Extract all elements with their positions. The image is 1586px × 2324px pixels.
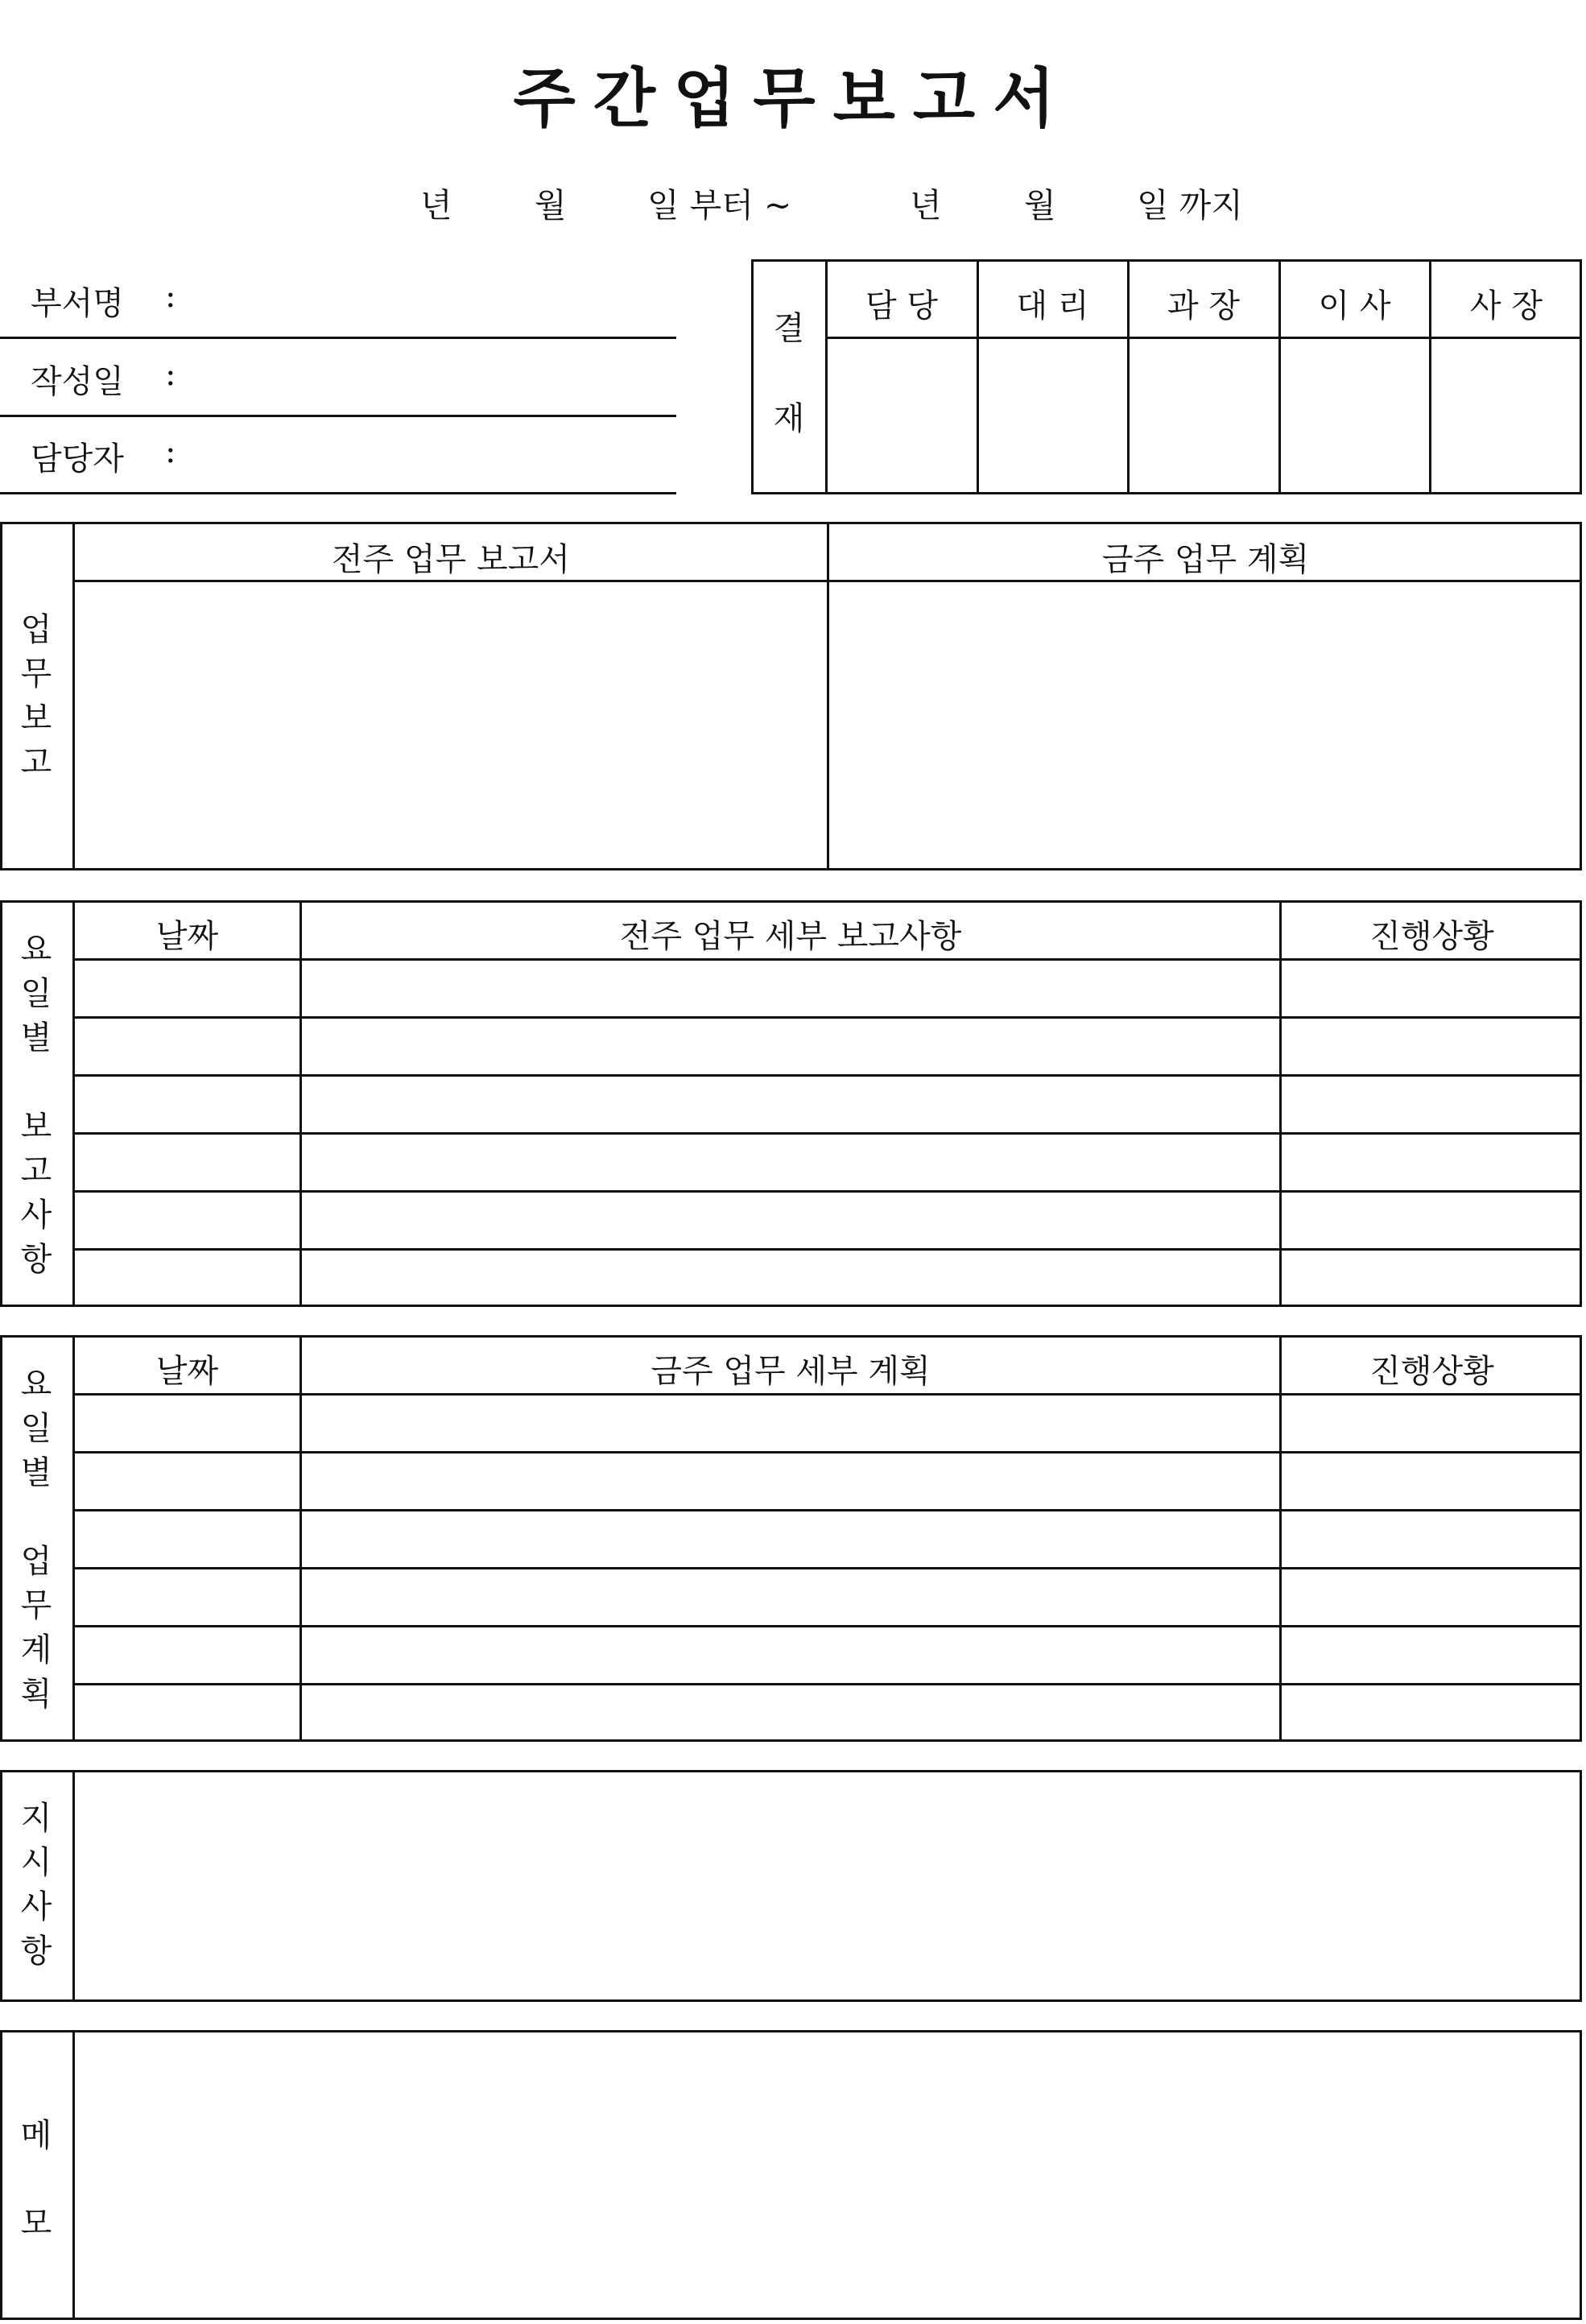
manager-field-line[interactable] — [0, 492, 676, 494]
table-row[interactable] — [75, 1077, 1580, 1132]
memo-side-label: 모 — [20, 2205, 52, 2242]
approval-role-manager: 과 장 — [1167, 287, 1240, 325]
last-week-report-header: 전주 업무 보고서 — [332, 541, 570, 578]
work-report-side-label: 업 — [20, 611, 52, 648]
approval-sign-director[interactable] — [1280, 339, 1429, 493]
info-colon: : — [165, 433, 176, 470]
table-row[interactable] — [75, 1019, 1580, 1074]
detail-plan-column-header: 금주 업무 세부 계획 — [651, 1353, 931, 1390]
approval-role-president: 사 장 — [1470, 287, 1543, 325]
daily-report-side-label: 사 — [20, 1197, 52, 1234]
daily-plan-side-label: 무 — [20, 1587, 52, 1624]
table-row[interactable] — [75, 1569, 1580, 1625]
approval-role-director: 이 사 — [1318, 287, 1391, 325]
table-row[interactable] — [75, 1454, 1580, 1509]
period-to-year: 년 — [910, 186, 942, 225]
instructions-side-label: 사 — [20, 1888, 52, 1925]
instructions-side-label: 시 — [20, 1844, 52, 1881]
period-from-year: 년 — [420, 186, 452, 225]
instructions-content[interactable] — [75, 1772, 1580, 1999]
approval-sign-assistant-manager[interactable] — [978, 339, 1127, 493]
table-row[interactable] — [75, 961, 1580, 1016]
approval-side-label: 결 — [773, 310, 805, 347]
date-column-header: 날짜 — [155, 1353, 219, 1390]
table-row[interactable] — [75, 1627, 1580, 1683]
date-column-header: 날짜 — [155, 918, 219, 955]
work-report-side-label: 무 — [20, 655, 52, 693]
daily-plan-side-label: 일 — [20, 1410, 52, 1447]
daily-report-side-label: 요 — [20, 931, 52, 968]
this-week-plan-content[interactable] — [829, 582, 1580, 869]
period-from-month: 월 — [535, 186, 567, 225]
date-field-line[interactable] — [0, 415, 676, 417]
progress-column-header: 진행상황 — [1369, 918, 1494, 955]
this-week-plan-header: 금주 업무 계획 — [1101, 541, 1310, 578]
period-to-month: 월 — [1024, 186, 1056, 225]
work-report-side-label: 보 — [20, 700, 52, 737]
daily-plan-side-label: 업 — [20, 1543, 52, 1580]
daily-plan-side-label: 요 — [20, 1366, 52, 1403]
info-label-department: 부서명 — [31, 285, 124, 322]
approval-role-staff: 담 당 — [865, 287, 938, 325]
daily-report-side-label: 고 — [20, 1152, 52, 1189]
approval-sign-staff[interactable] — [827, 339, 977, 493]
last-week-report-content[interactable] — [75, 582, 827, 869]
daily-report-side-label: 별 — [20, 1019, 52, 1057]
daily-report-side-label: 항 — [20, 1241, 52, 1278]
table-row[interactable] — [75, 1251, 1580, 1305]
approval-sign-manager[interactable] — [1129, 339, 1278, 493]
info-colon: : — [165, 356, 176, 393]
daily-report-side-label: 보 — [20, 1108, 52, 1145]
department-field-line[interactable] — [0, 337, 676, 339]
info-label-date: 작성일 — [31, 363, 124, 400]
info-label-manager: 담당자 — [31, 440, 124, 478]
table-row[interactable] — [75, 1135, 1580, 1190]
approval-role-assistant-manager: 대 리 — [1016, 287, 1089, 325]
daily-plan-side-label: 계 — [20, 1631, 52, 1669]
detail-report-column-header: 전주 업무 세부 보고사항 — [619, 918, 962, 955]
approval-side-label: 재 — [773, 400, 805, 437]
table-row[interactable] — [75, 1511, 1580, 1567]
period-from-day: 일 부터 ~ — [647, 186, 792, 225]
daily-plan-side-label: 획 — [20, 1676, 52, 1713]
approval-sign-president[interactable] — [1431, 339, 1582, 493]
table-row[interactable] — [75, 1396, 1580, 1451]
instructions-side-label: 항 — [20, 1933, 52, 1970]
daily-plan-side-label: 별 — [20, 1454, 52, 1491]
period-to-day: 일 까지 — [1137, 186, 1243, 225]
page-title: 주간업무보고서 — [513, 60, 1073, 136]
memo-side-label: 메 — [20, 2117, 52, 2154]
instructions-side-label: 지 — [20, 1800, 52, 1837]
daily-report-side-label: 일 — [20, 975, 52, 1012]
table-row[interactable] — [75, 1685, 1580, 1740]
table-row[interactable] — [75, 1193, 1580, 1248]
work-report-side-label: 고 — [20, 744, 52, 781]
info-colon: : — [165, 278, 176, 315]
memo-content[interactable] — [75, 2032, 1580, 2318]
progress-column-header: 진행상황 — [1369, 1353, 1494, 1390]
